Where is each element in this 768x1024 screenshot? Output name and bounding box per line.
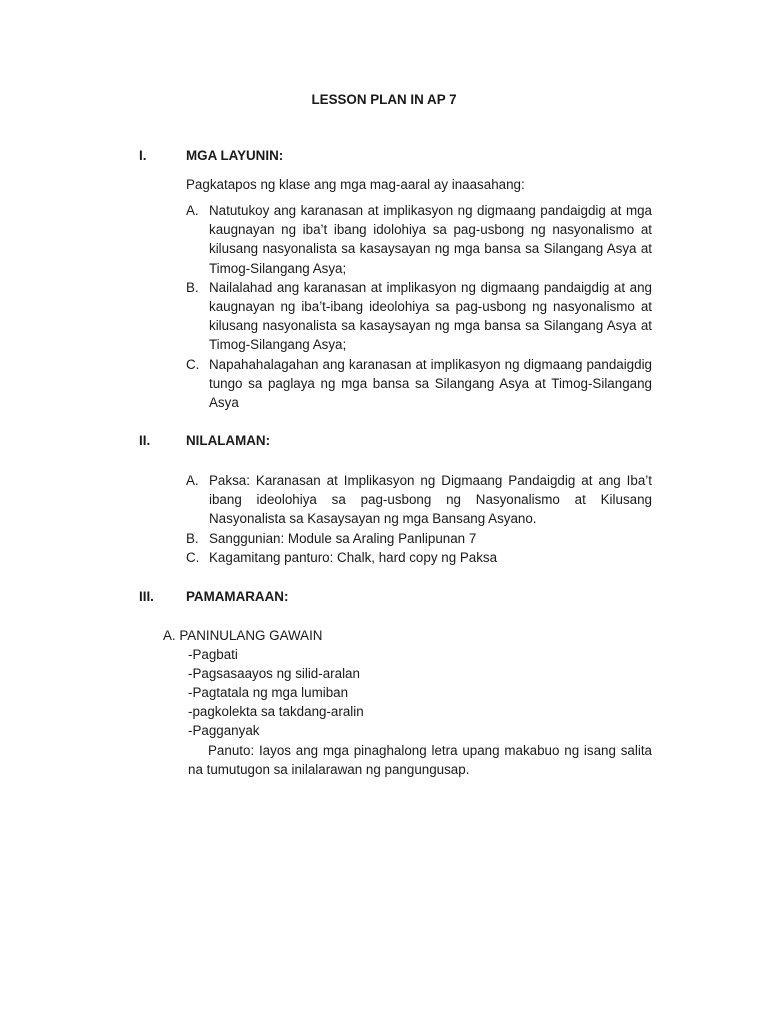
list-item: [186, 471, 652, 529]
list-item: [186, 278, 652, 355]
list-item: [186, 201, 652, 278]
list-item: [186, 529, 652, 548]
list-item-text: Kagamitang panturo: Chalk, hard copy ng Paksa: [209, 549, 498, 565]
list-item: -pagkolekta sa takdang-aralin: [188, 704, 364, 719]
section-iii-subheading: A. PANINULANG GAWAIN: [163, 628, 323, 643]
list-item: -Pagbati: [188, 647, 238, 662]
section-i-objectives-list: [186, 201, 652, 412]
section-ii-content-list: [186, 471, 652, 567]
list-item-text: Napahahalagahan ang karanasan at implikasyon ng digmaang pandaigdig tungo sa paglaya ng mga bansa sa Silangang Asya at Timog-Silangang Asya: [209, 356, 652, 411]
page-title: LESSON PLAN IN AP 7: [311, 92, 457, 107]
section-iii-number: III.: [139, 589, 154, 604]
list-item: [186, 548, 652, 567]
section-ii-number: II.: [139, 433, 151, 448]
section-i-title: MGA LAYUNIN:: [186, 148, 284, 163]
list-item-text: Paksa: Karanasan at Implikasyon ng Digmaang Pandaigdig at ang Iba’t ibang ideolohiya sa pag-usbong ng Nasyonalismo at Kilusang Nasyonalista sa Kasaysayan ng mga Bansang Asyano.: [209, 473, 652, 527]
list-marker: B.: [186, 279, 199, 295]
list-item-text: Nailalahad ang karanasan at implikasyon ng digmaang pandaigdig at ang kaugnayan ng iba’t-ibang ideolohiya sa pag-usbong ng nasyonalismo at kilusang nasyonalista sa kasaysayan ng mga bansa sa Silangang Asya at Timog-Silangang Asya;: [209, 279, 652, 353]
section-i-intro: Pagkatapos ng klase ang mga mag-aaral ay inaasahang:: [186, 177, 525, 192]
list-item-text: Sanggunian: Module sa Araling Panlipunan 7: [209, 530, 477, 546]
section-i-number: I.: [139, 148, 147, 163]
section-ii-title: NILALAMAN:: [186, 433, 271, 448]
list-item-text: Natutukoy ang karanasan at implikasyon ng digmaang pandaigdig at mga kaugnayan ng iba’t ibang idolohiya sa pag-usbong ng nasyonalismo at kilusang nasyonalista sa kasaysayan ng mga bansa sa Silangang Asya at Timog-Silangang Asya;: [209, 203, 652, 276]
list-marker: C.: [186, 549, 200, 565]
list-item: -Pagtatala ng mga lumiban: [188, 685, 349, 700]
list-marker: C.: [186, 356, 200, 372]
list-marker: A.: [186, 203, 199, 218]
section-iii-title: PAMAMARAAN:: [186, 589, 289, 604]
instructions-paragraph: Panuto: Iayos ang mga pinaghalong letra upang makabuo ng isang salita na tumutugon sa inilalarawan ng pangungusap.: [188, 743, 652, 778]
list-marker: B.: [186, 530, 199, 546]
list-item: [186, 355, 652, 413]
list-marker: A.: [186, 473, 199, 488]
list-item: -Pagganyak: [188, 723, 260, 738]
list-item: -Pagsasaayos ng silid-aralan: [188, 666, 360, 681]
